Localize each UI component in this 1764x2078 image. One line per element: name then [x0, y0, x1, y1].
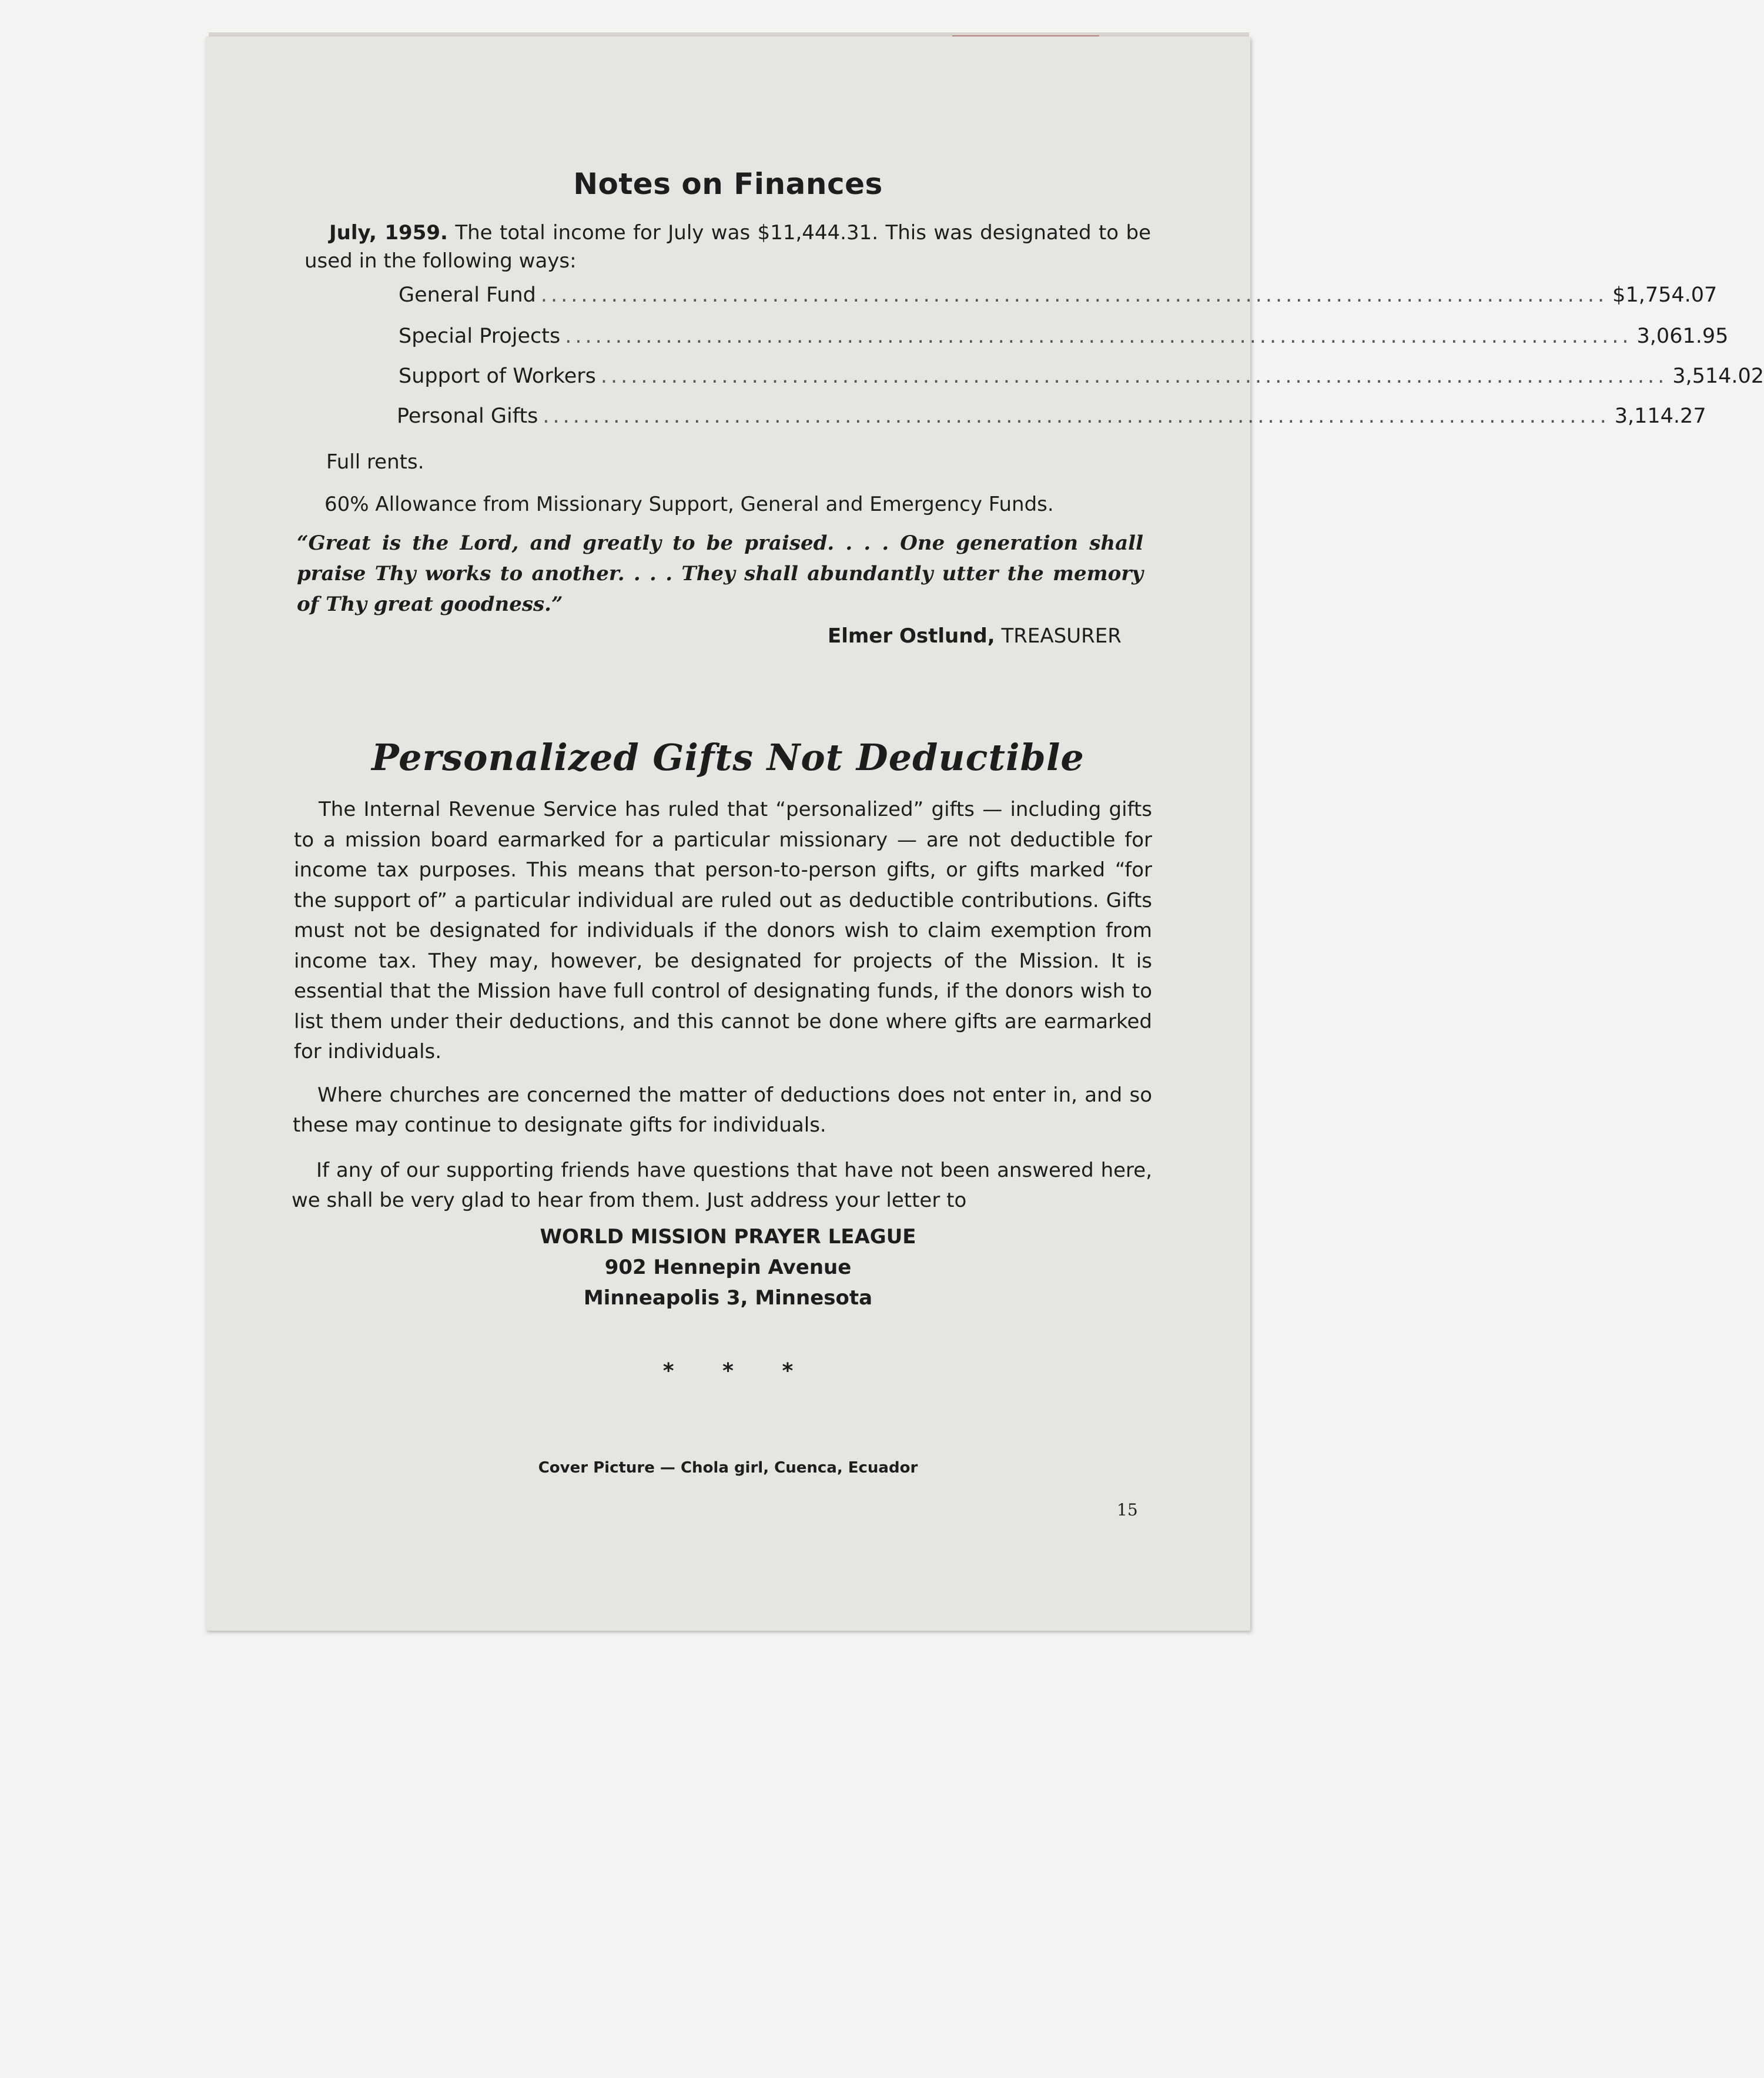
gifts-paragraph-2: Where churches are concerned the matter of deductions does not enter in, and so these may continue to designate gifts for individuals.: [293, 1083, 1152, 1137]
ledger-row-support-of-workers: [399, 364, 1764, 393]
ledger-row-personal-gifts: [397, 404, 1706, 433]
full-rents: Full rents.: [326, 450, 424, 474]
document-page: [206, 36, 1764, 1631]
treasurer-title: TREASURER: [1001, 624, 1122, 648]
ledger-label: Personal Gifts: [397, 404, 538, 428]
ledger-amount: $1,754.07: [1612, 283, 1718, 307]
treasurer-signature: [828, 624, 1122, 648]
ledger-amount: 3,114.27: [1614, 404, 1706, 428]
ledger-leader: ..........................................................................................................: [543, 404, 1610, 428]
ledger-leader: ..........................................................................................................: [540, 283, 1608, 307]
ledger-label: Support of Workers: [399, 364, 596, 388]
address-line-2: 902 Hennepin Avenue: [604, 1256, 852, 1279]
treasurer-name: Elmer Ostlund,: [828, 624, 995, 648]
scripture-quote: “Great is the Lord, and greatly to be praised. . . . One generation shall praise Thy works to another. . . . They shall abundantly utter the memory of Thy great goodness.”: [297, 531, 1143, 616]
ledger-leader: ..........................................................................................................: [600, 364, 1668, 388]
cover-caption: Cover Picture — Chola girl, Cuenca, Ecuador: [538, 1459, 918, 1477]
ledger-leader: ..........................................................................................................: [565, 324, 1632, 348]
address-line-1: WORLD MISSION PRAYER LEAGUE: [540, 1225, 916, 1249]
allowance-note: 60% Allowance from Missionary Support, General and Emergency Funds.: [324, 493, 1054, 516]
ledger-amount: 3,514.02: [1672, 364, 1764, 388]
gifts-paragraph-3: If any of our supporting friends have questions that have not been answered here, we shall be very glad to hear from them. Just address your letter to: [292, 1159, 1152, 1212]
page-number: 15: [1117, 1500, 1138, 1520]
finances-title: Notes on Finances: [573, 167, 883, 201]
ledger-row-special-projects: [399, 324, 1729, 353]
gifts-title: Personalized Gifts Not Deductible: [371, 736, 1084, 779]
ledger-label: Special Projects: [399, 324, 561, 348]
ledger-label: General Fund: [399, 283, 536, 307]
finances-intro-date: July, 1959.: [329, 221, 448, 245]
address-line-3: Minneapolis 3, Minnesota: [583, 1286, 873, 1310]
finances-intro: [304, 219, 1151, 275]
finances-intro-text: The total income for July was $11,444.31. This was designated to be used in the following ways:: [304, 221, 1152, 273]
section-separator: * * *: [662, 1359, 794, 1383]
gifts-paragraph-1: The Internal Revenue Service has ruled that “personalized” gifts — including gifts to a mission board earmarked for a particular missionary — are not deductible for income tax purposes. This means that person-to-person gifts, or gifts marked “for the support of” a particular individual are ruled out as deductible contributions. Gifts must not be designated for individuals if the donors wish to claim exemption from income tax. They may, however, be designated for projects of the Mission. It is essential that the Mission have full control of designating funds, if the donors wish to list them under their deductions, and this cannot be done where gifts are earmarked for individuals.: [294, 798, 1152, 1063]
ledger-row-general-fund: [399, 283, 1718, 312]
ledger-amount: 3,061.95: [1636, 324, 1729, 348]
